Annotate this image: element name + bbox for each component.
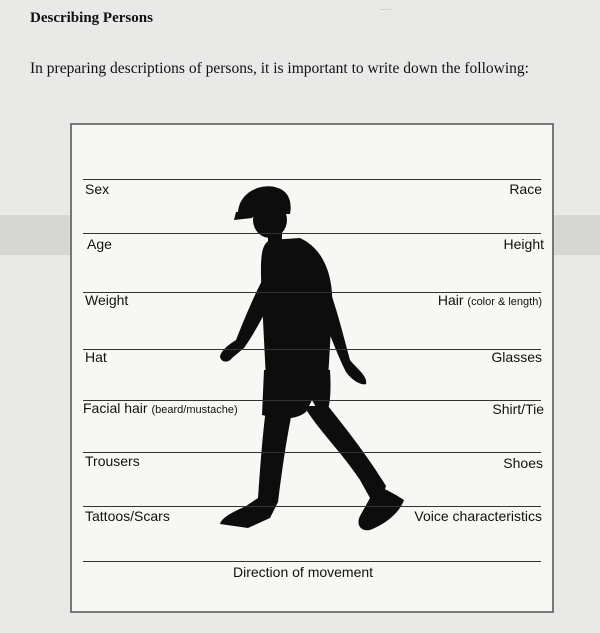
entry-line-row-5 bbox=[83, 452, 541, 453]
field-label-height: Height bbox=[503, 236, 544, 252]
field-label-facial-hair bbox=[83, 400, 238, 416]
bleed-through-text: — bbox=[380, 3, 391, 15]
field-label-facial-hair-main: Facial hair bbox=[83, 400, 148, 416]
field-label-facial-hair-note: (beard/mustache) bbox=[151, 404, 238, 416]
entry-line-row-1 bbox=[83, 233, 541, 234]
field-label-hat: Hat bbox=[85, 349, 107, 365]
page-heading: Describing Persons bbox=[30, 10, 153, 26]
entry-line-row-7 bbox=[83, 561, 541, 562]
entry-line-row-3 bbox=[83, 349, 541, 350]
field-label-race: Race bbox=[509, 181, 542, 197]
entry-line-row-6 bbox=[83, 506, 541, 507]
field-label-trousers: Trousers bbox=[85, 453, 140, 469]
field-label-hair-note: (color & length) bbox=[467, 296, 542, 308]
field-label-shirt-tie: Shirt/Tie bbox=[492, 401, 544, 417]
intro-paragraph: In preparing descriptions of persons, it is important to write down the following: bbox=[30, 60, 529, 77]
field-label-age: Age bbox=[87, 236, 112, 252]
field-label-direction-of-movement: Direction of movement bbox=[233, 564, 374, 580]
field-label-tattoos-scars: Tattoos/Scars bbox=[85, 508, 170, 524]
field-label-hair-main: Hair bbox=[437, 292, 464, 308]
field-label-sex: Sex bbox=[85, 181, 110, 197]
field-label-weight: Weight bbox=[85, 292, 129, 308]
field-label-shoes: Shoes bbox=[503, 455, 543, 471]
entry-line-top bbox=[83, 179, 541, 180]
field-label-hair bbox=[438, 292, 542, 308]
field-label-glasses: Glasses bbox=[491, 349, 542, 365]
field-label-voice: Voice characteristics bbox=[414, 508, 542, 524]
